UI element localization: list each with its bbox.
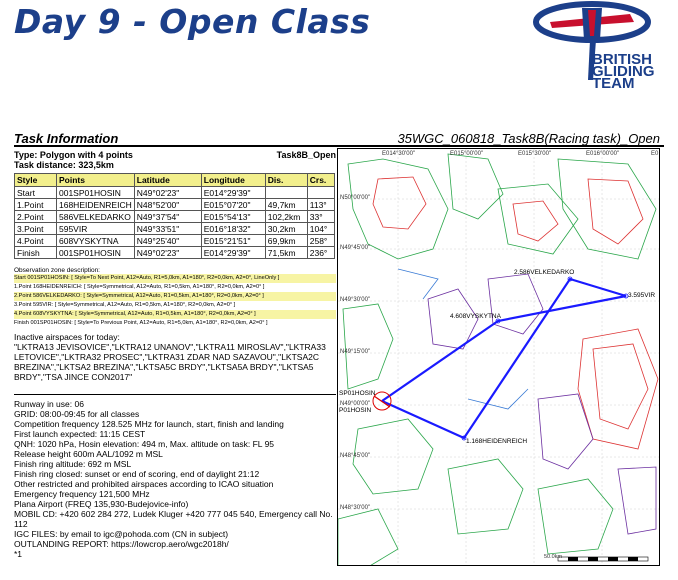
table-cell [307,187,334,199]
table-cell: 104° [307,223,334,235]
table-cell: 168HEIDENREICH [57,199,135,211]
info-line: GRID: 08:00-09:45 for all classes [14,409,140,419]
observation-zone-title: Observation zone description: [14,267,100,274]
map-canvas [338,149,660,566]
task-name: Task8B_Open [276,150,336,160]
airspace-outlines [338,154,658,566]
observation-zone-line: 1.Point 168HEIDENREICH: [ Style=Symmetrical, A12=Auto, R1=0,5km, A1=180°, R2=0,0km, A2=0° ] [14,284,265,290]
turnpoint-label-hosin: SP01HOSIN [339,390,376,397]
table-cell: E015°21'51" [201,235,265,247]
scale-label: 50.0km [544,554,563,560]
table-cell: 1.Point [15,199,57,211]
table-cell: 33° [307,211,334,223]
task-file-name: 35WGC_060818_Task8B(Racing task)_Open [397,131,660,146]
inactive-airspaces-list: "LKTRA13 JEVISOVICE","LKTRA12 UNANOV","LKTRA11 MIROSLAV","LKTRA33 LETOVICE","LKTRA32 PROSEC","LKTRA31 ZDAR NAD SAZAVOU","LKTSA2C BREZINA","LKTSA2 BREZINA","LKTSA5C BRDY","LKTSA5A BRDY","LKTSA5 BRDY","TSA JINCE CON2017" [14,342,326,382]
column-header: Longitude [201,174,265,187]
table-cell: 69,9km [265,235,307,247]
latitude-label: N48°30'00" [340,505,371,511]
table-cell: Finish [15,247,57,259]
table-cell: N49°02'23" [134,187,201,199]
observation-zone-line: Start 001SP01HOSIN: [ Style=To Next Point, A12=Auto, R1=5,0km, A1=180°, R2=0,0km, A2=0°, LineOnly ] [14,274,336,283]
task-map[interactable] [337,148,660,566]
table-cell: 001SP01HOSIN [57,247,135,259]
latitude-label: N50°00'00" [340,195,371,201]
table-cell: E016°18'32" [201,223,265,235]
table-row [15,235,335,247]
info-divider [14,394,336,395]
table-cell: 102,2km [265,211,307,223]
table-row [15,223,335,235]
table-cell: 3.Point [15,223,57,235]
table-cell: N49°33'51" [134,223,201,235]
longitude-label: E014°30'00" [382,151,416,157]
table-cell: E014°29'39" [201,187,265,199]
column-header: Dis. [265,174,307,187]
task-info-heading: Task Information [14,131,119,146]
longitude-label: E015°30'00" [518,151,552,157]
table-cell: 258° [307,235,334,247]
table-cell: E014°29'39" [201,247,265,259]
table-cell: E015°07'20" [201,199,265,211]
turnpoint-label-hosin: P01HOSIN [339,407,372,414]
table-cell: 71,5km [265,247,307,259]
table-cell: 608VYSKYTNA [57,235,135,247]
page-title: Day 9 - Open Class [14,2,371,41]
inactive-airspaces-title: Inactive airspaces for today: [14,332,120,342]
latitude-label: N49°15'00" [340,349,371,355]
task-details [14,150,336,559]
info-line: Competition frequency 128.525 MHz for launch, start, finish and landing [14,419,284,429]
table-cell: N49°37'54" [134,211,201,223]
table-row [15,211,335,223]
latitude-label: N49°30'00" [340,297,371,303]
logo-text-gliding: GLIDING [592,63,655,80]
info-line: OUTLANDING REPORT: https://lowcrop.aero/wgc2018h/ [14,539,229,549]
info-line: IGC FILES: by email to igc@pohoda.com (CN in subject) [14,529,229,539]
section-divider [14,145,664,147]
table-cell: E015°54'13" [201,211,265,223]
info-line: Plana Airport (FREQ 135,930-Budejovice-info) [14,499,189,509]
latitude-label: N49°45'00" [340,245,371,251]
table-cell: 236° [307,247,334,259]
latitude-label: N49°00'00" [340,401,371,407]
info-line: Finish ring closed: sunset or end of scoring, end of daylight 21:12 [14,469,260,479]
table-cell [265,187,307,199]
table-row [15,199,335,211]
info-line: *1 [14,549,23,559]
observation-zone-line: 2.Point 586VELKEDARKO: [ Style=Symmetrical, A12=Auto, R1=0,5km, A1=180°, R2=0,0km, A2=0° ] [14,292,336,301]
info-line: Release height 600m AAL/1092 m MSL [14,449,163,459]
turnpoint-table [14,173,335,259]
info-line: Finish ring altitude: 692 m MSL [14,459,132,469]
turnpoint-label-vir: 3.595VIR [628,292,656,299]
info-line: Emergency frequency 121,500 MHz [14,489,150,499]
observation-zone-line: 4.Point 608VYSKYTNA: [ Style=Symmetrical, A12=Auto, R1=0,5km, A1=180°, R2=0,0km, A2=0° ] [14,310,336,319]
observation-zone-line: Finish 001SP01HOSIN: [ Style=To Previous Point, A12=Auto, R1=5,0km, A1=180°, R2=0,0km, A2=0° ] [14,320,268,326]
table-cell: N48°52'00" [134,199,201,211]
info-line: Other restricted and prohibited airspaces according to ICAO situation [14,479,274,489]
longitude-label: E0 [651,151,659,157]
task-route [373,277,628,440]
turnpoint-label-heidenreich: 1.168HEIDENREICH [466,438,528,445]
table-cell: 30,2km [265,223,307,235]
longitude-label: E016°00'00" [586,151,620,157]
map-scale-bar [558,557,648,561]
info-line: First launch expected: 11:15 CEST [14,429,146,439]
task-type-row [14,150,336,160]
turnpoint-label-vyskytna: 4.608VYSKYTNA [450,313,501,320]
table-row [15,187,335,199]
table-cell: 49,7km [265,199,307,211]
latitude-label: N48°45'00" [340,453,371,459]
table-cell: 595VIR [57,223,135,235]
table-cell: Start [15,187,57,199]
table-row [15,247,335,259]
column-header: Points [57,174,135,187]
table-cell: 2.Point [15,211,57,223]
longitude-label: E015°00'00" [450,151,484,157]
table-cell: 4.Point [15,235,57,247]
logo-text-british: BRITISH [592,51,652,68]
task-type: Type: Polygon with 4 points [14,150,133,160]
table-cell: 586VELKEDARKO [57,211,135,223]
logo-text-team: TEAM [592,75,635,92]
column-header: Crs. [307,174,334,187]
turnpoint-label-velkedarko: 2.586VELKEDARKO [514,269,575,276]
table-cell: N49°02'23" [134,247,201,259]
observation-zone-line: 3.Point 595VIR: [ Style=Symmetrical, A12=Auto, R1=0,5km, A1=180°, R2=0,0km, A2=0° ] [14,302,236,308]
table-header-row [15,174,335,187]
table-cell: N49°25'40" [134,235,201,247]
info-line: QNH: 1020 hPa, Hosin elevation: 494 m, Max. altitude on task: FL 95 [14,439,275,449]
table-cell: 001SP01HOSIN [57,187,135,199]
task-distance: Task distance: 323,5km [14,160,114,170]
column-header: Latitude [134,174,201,187]
table-cell: 113° [307,199,334,211]
info-line: Runway in use: 06 [14,399,84,409]
info-line: MOBIL CD: +420 602 284 272, Ludek Kluger +420 777 045 540, Emergency call No. 112 [14,509,333,529]
column-header: Style [15,174,57,187]
